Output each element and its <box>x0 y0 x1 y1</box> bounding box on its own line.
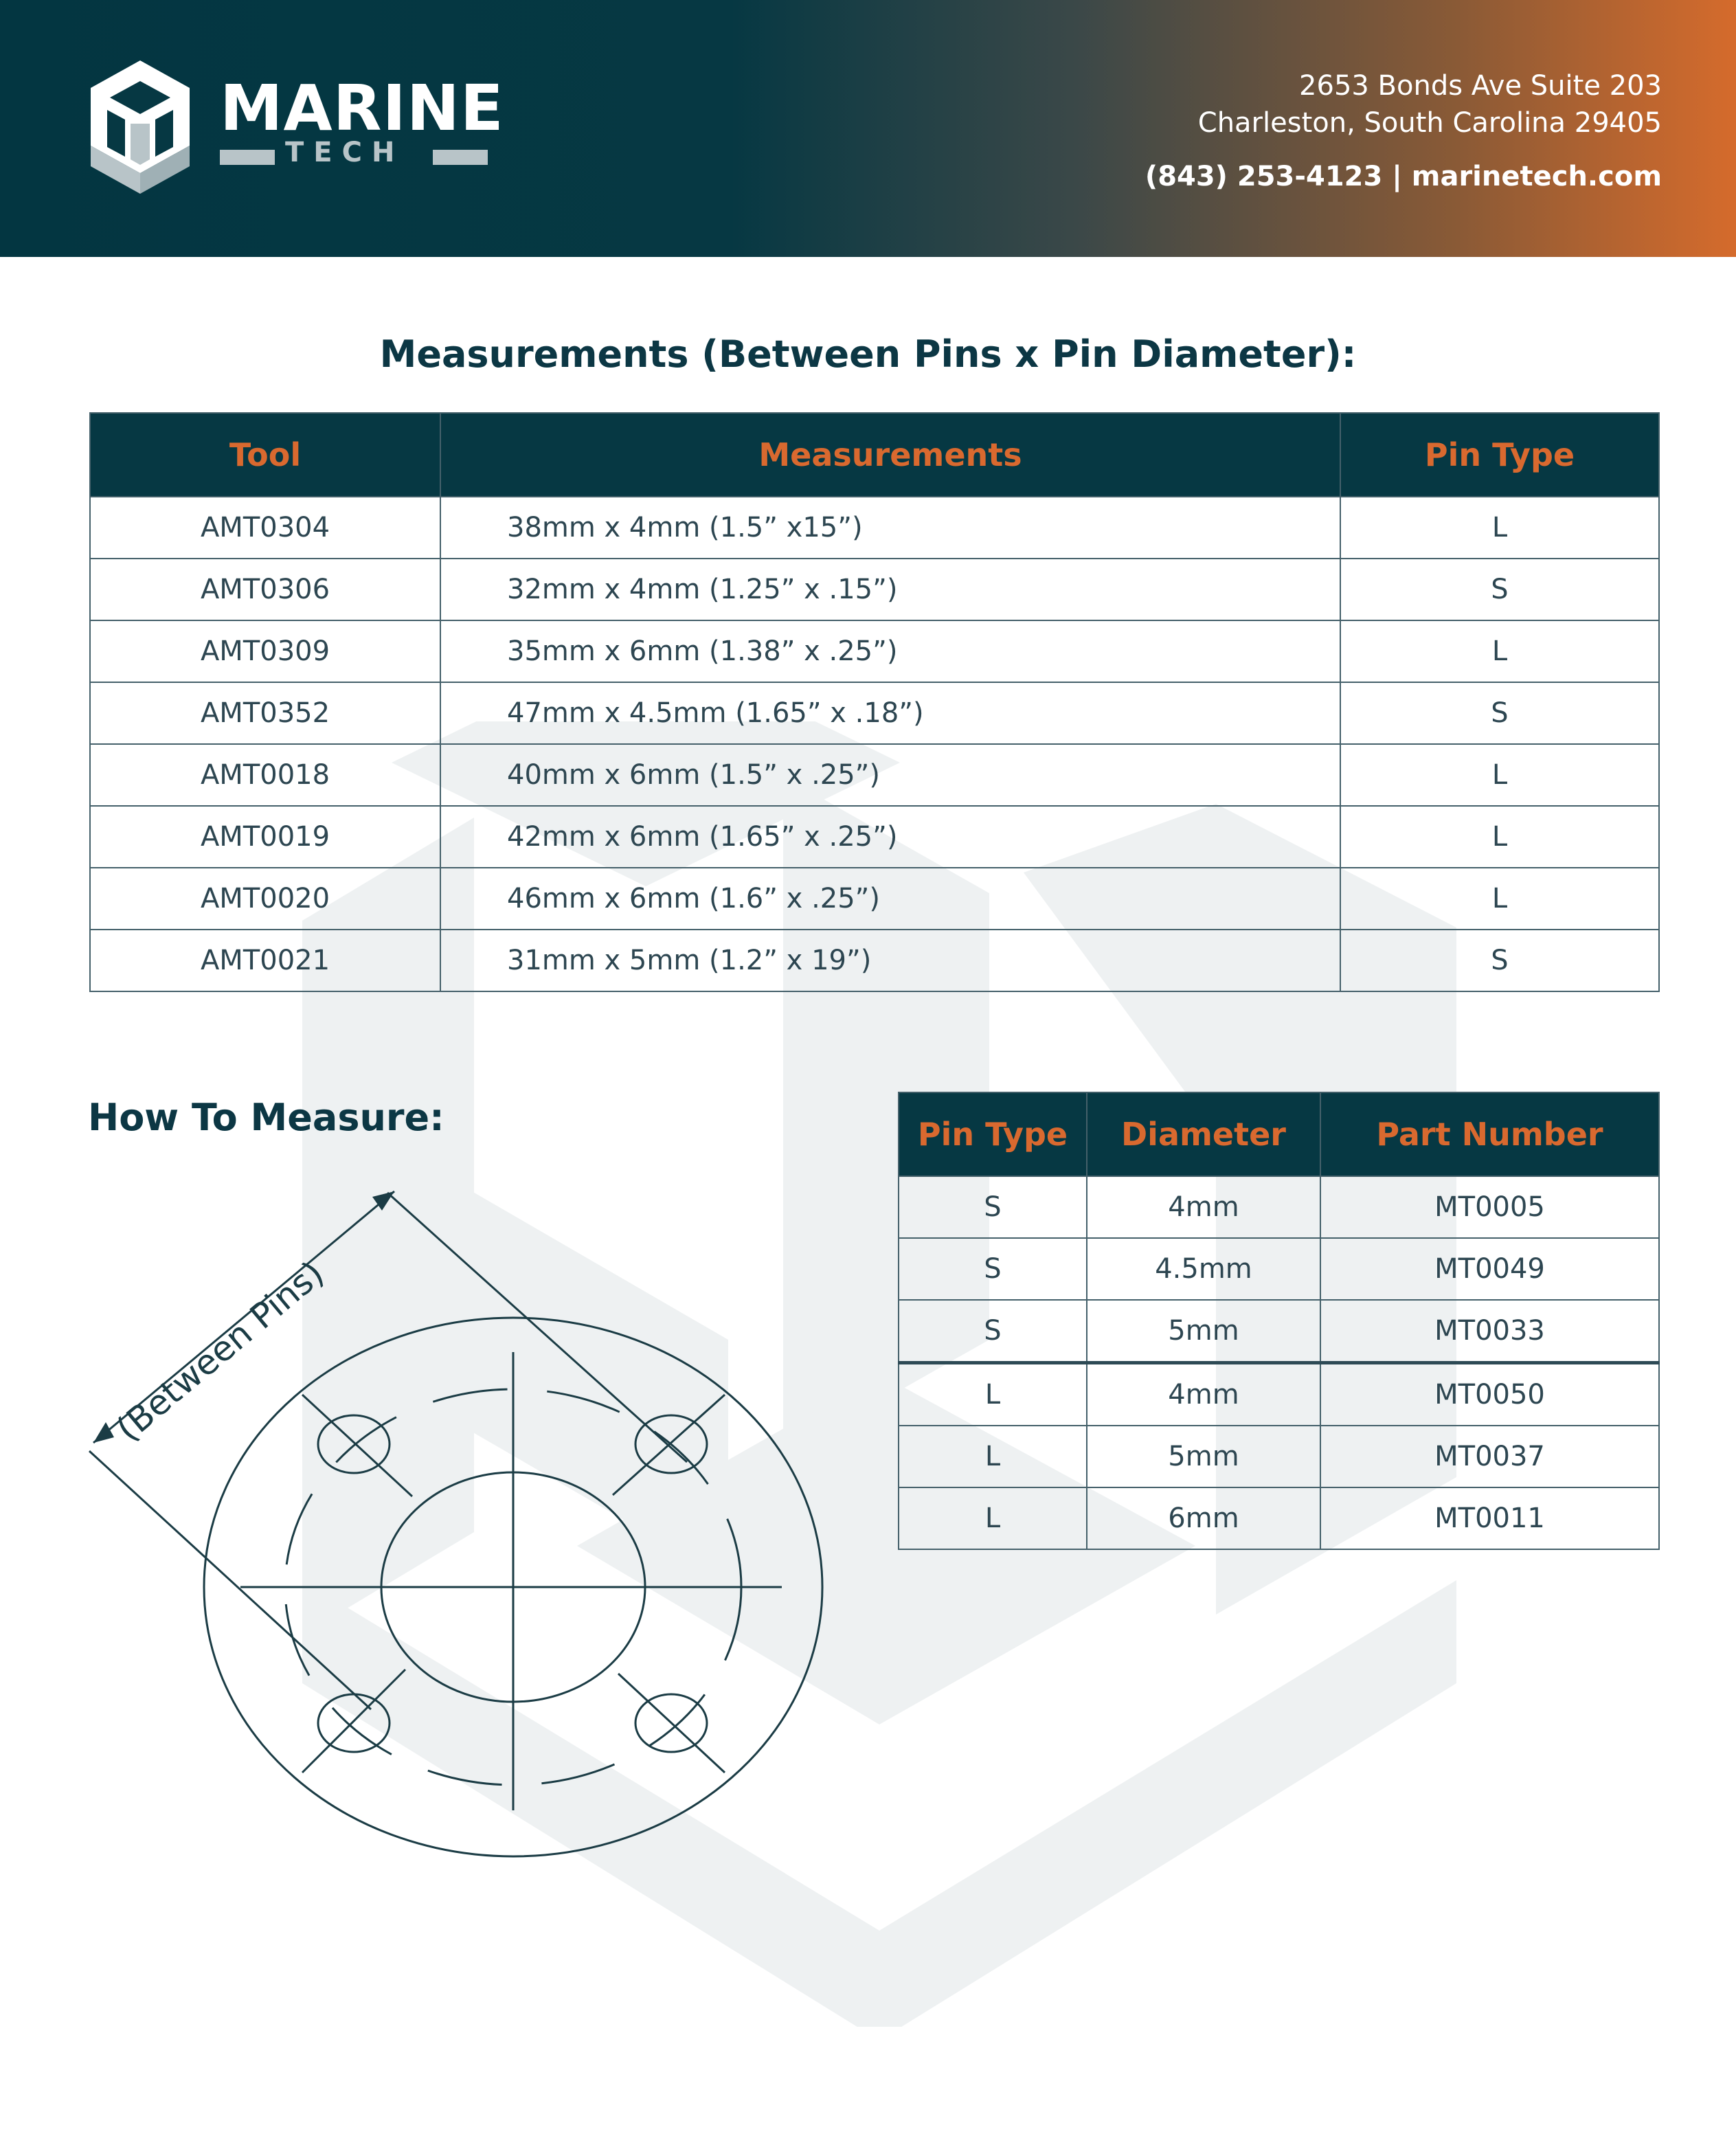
pin-type-cell: S <box>1340 930 1659 991</box>
table-row <box>90 868 1659 930</box>
arrowhead-bottom-icon <box>93 1422 114 1443</box>
brand-name: MARINE <box>220 71 504 145</box>
measurement-cell: 32mm x 4mm (1.25” x .15”) <box>440 559 1340 620</box>
diameter-cell: 6mm <box>1087 1487 1320 1549</box>
pin-type-cell: L <box>1340 806 1659 868</box>
table-row <box>90 497 1659 559</box>
table-row <box>899 1238 1659 1300</box>
column-header-measurements: Measurements <box>440 413 1340 497</box>
brand-subtitle: TECH <box>285 137 405 168</box>
table-row <box>899 1487 1659 1549</box>
address-line-2: Charleston, South Carolina 29405 <box>1197 107 1662 139</box>
measurements-table <box>89 412 1660 992</box>
table-row <box>90 744 1659 806</box>
contact-block <box>1145 67 1662 195</box>
between-pins-label: (Between Pins) <box>109 1253 332 1450</box>
tool-cell: AMT0352 <box>90 682 440 744</box>
measurement-cell: 46mm x 6mm (1.6” x .25”) <box>440 868 1340 930</box>
diameter-cell: 5mm <box>1087 1300 1320 1363</box>
how-to-measure-title: How To Measure: <box>88 1096 444 1139</box>
tool-cell: AMT0304 <box>90 497 440 559</box>
pin-type-cell: L <box>899 1426 1087 1487</box>
part-number-cell: MT0005 <box>1320 1176 1659 1238</box>
column-header-diameter: Diameter <box>1087 1092 1320 1176</box>
table-row <box>90 620 1659 682</box>
pin-type-cell: L <box>899 1363 1087 1426</box>
table-row <box>90 559 1659 620</box>
table-row <box>90 806 1659 868</box>
tool-cell: AMT0018 <box>90 744 440 806</box>
measurement-cell: 40mm x 6mm (1.5” x .25”) <box>440 744 1340 806</box>
part-number-cell: MT0050 <box>1320 1363 1659 1426</box>
measurement-cell: 47mm x 4.5mm (1.65” x .18”) <box>440 682 1340 744</box>
table-row <box>90 930 1659 991</box>
header-banner <box>0 0 1736 257</box>
tool-cell: AMT0309 <box>90 620 440 682</box>
column-header-part-number: Part Number <box>1320 1092 1659 1176</box>
tool-cell: AMT0021 <box>90 930 440 991</box>
table-row <box>90 682 1659 744</box>
pin-spacing-diagram <box>69 1168 859 1876</box>
part-number-cell: MT0011 <box>1320 1487 1659 1549</box>
pin-bottom-left-shape <box>318 1694 390 1752</box>
pin-type-cell: S <box>1340 682 1659 744</box>
table-row <box>899 1300 1659 1363</box>
pin-part-table <box>898 1092 1660 1550</box>
table-row <box>899 1363 1659 1426</box>
pin-type-cell: L <box>1340 744 1659 806</box>
measurement-cell: 35mm x 6mm (1.38” x .25”) <box>440 620 1340 682</box>
measurement-cell: 38mm x 4mm (1.5” x15”) <box>440 497 1340 559</box>
diameter-cell: 4mm <box>1087 1363 1320 1426</box>
pin-type-cell: S <box>899 1176 1087 1238</box>
column-header-pin-type: Pin Type <box>1340 413 1659 497</box>
table-row <box>899 1176 1659 1238</box>
pin-type-cell: S <box>899 1238 1087 1300</box>
pin-type-cell: S <box>899 1300 1087 1363</box>
column-header-tool: Tool <box>90 413 440 497</box>
tool-cell: AMT0020 <box>90 868 440 930</box>
diameter-cell: 4.5mm <box>1087 1238 1320 1300</box>
tool-cell: AMT0306 <box>90 559 440 620</box>
part-number-cell: MT0049 <box>1320 1238 1659 1300</box>
part-number-cell: MT0033 <box>1320 1300 1659 1363</box>
pin-type-cell: L <box>1340 497 1659 559</box>
table-header-row <box>90 413 1659 497</box>
diameter-cell: 4mm <box>1087 1176 1320 1238</box>
pin-type-cell: L <box>1340 868 1659 930</box>
table-header-row <box>899 1092 1659 1176</box>
diameter-cell: 5mm <box>1087 1426 1320 1487</box>
part-number-cell: MT0037 <box>1320 1426 1659 1487</box>
pin-type-cell: S <box>1340 559 1659 620</box>
address-line-1: 2653 Bonds Ave Suite 203 <box>1299 70 1662 102</box>
measurements-title: Measurements (Between Pins x Pin Diameter): <box>379 333 1357 376</box>
tool-cell: AMT0019 <box>90 806 440 868</box>
pin-type-cell: L <box>899 1487 1087 1549</box>
column-header-pin-type: Pin Type <box>899 1092 1087 1176</box>
table-row <box>899 1426 1659 1487</box>
measurement-cell: 31mm x 5mm (1.2” x 19”) <box>440 930 1340 991</box>
measurement-cell: 42mm x 6mm (1.65” x .25”) <box>440 806 1340 868</box>
phone-website: (843) 253-4123 | marinetech.com <box>1145 161 1662 192</box>
pin-type-cell: L <box>1340 620 1659 682</box>
